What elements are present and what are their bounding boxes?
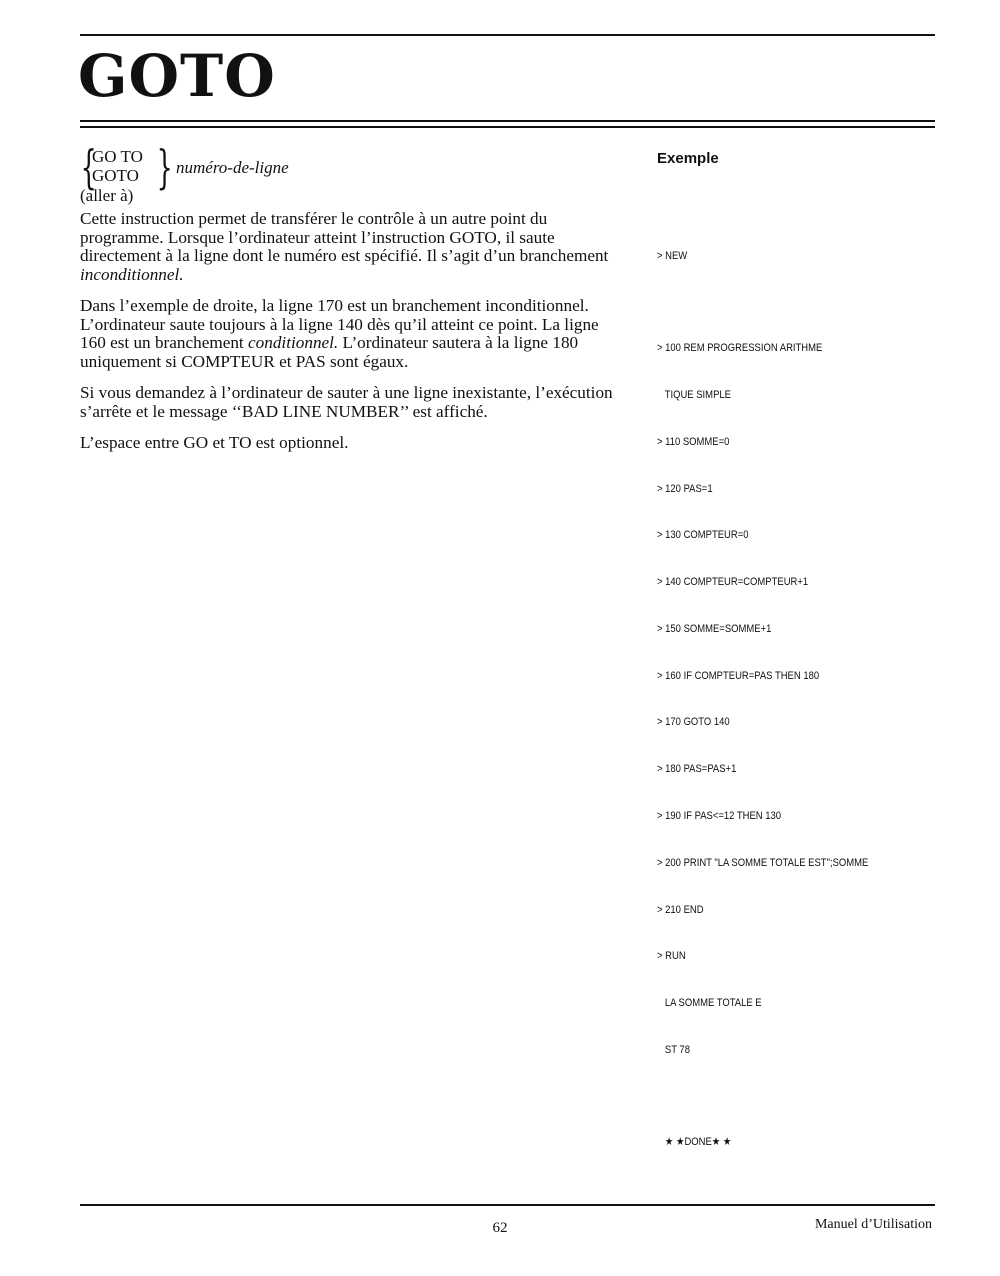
code-line: > 130 COMPTEUR=0 — [657, 529, 749, 542]
code-line: > 150 SOMME=SOMME+1 — [657, 622, 772, 635]
top-rule — [80, 34, 935, 36]
example-heading: Exemple — [657, 150, 719, 167]
code-line: TIQUE SIMPLE — [657, 388, 731, 401]
code-line: > 210 END — [657, 903, 704, 916]
code-line: > 200 PRINT "LA SOMME TOTALE EST";SOMME — [657, 856, 869, 869]
code-gap — [657, 1090, 896, 1104]
code-line: > NEW — [657, 250, 688, 263]
syntax-keyword-goto: GOTO — [92, 166, 139, 185]
manual-name: Manuel d’Utilisation — [814, 1217, 932, 1232]
page-number: 62 — [492, 1220, 508, 1236]
syntax-translation: (aller à) — [80, 186, 134, 205]
code-line: > 120 PAS=1 — [657, 482, 713, 495]
code-line: > 190 IF PAS<=12 THEN 130 — [657, 809, 782, 822]
code-line: > RUN — [657, 950, 686, 963]
code-line: > 110 SOMME=0 — [657, 435, 730, 448]
example-code — [657, 218, 896, 1182]
description — [80, 210, 625, 466]
title-rule-upper — [80, 120, 935, 122]
code-line: > 160 IF COMPTEUR=PAS THEN 180 — [657, 669, 820, 682]
syntax-block — [80, 140, 620, 194]
page-title: GOTO — [78, 42, 276, 110]
code-line: ★ ★DONE★ ★ — [657, 1135, 732, 1148]
code-gap — [657, 296, 896, 310]
paragraph: Dans l’exemple de droite, la ligne 170 est un branchement inconditionnel. L’ordinateur saute toujours à la ligne 140 dès qu’il atteint ce point. La ligne 160 est un branchement conditionnel. L’ordinateur sautera à la ligne 180 uniquement si COMPTEUR et PAS sont égaux. — [80, 296, 599, 371]
code-line: > 170 GOTO 140 — [657, 716, 730, 729]
code-line: > 180 PAS=PAS+1 — [657, 763, 737, 776]
syntax-argument: numéro-de-ligne — [176, 158, 289, 177]
code-line: LA SOMME TOTALE E — [657, 997, 762, 1010]
syntax-keyword-go-to: GO TO — [92, 147, 143, 166]
right-brace: } — [156, 140, 173, 194]
code-line: > 100 REM PROGRESSION ARITHME — [657, 342, 823, 355]
title-rule-lower — [80, 126, 935, 128]
paragraph: L’espace entre GO et TO est optionnel. — [80, 433, 349, 452]
left-brace: { — [80, 140, 97, 194]
paragraph: Si vous demandez à l’ordinateur de sauter à une ligne inexistante, l’exécution s’arrête et le message ‘‘BAD LINE NUMBER’’ est affiché. — [80, 383, 613, 421]
code-line: ST 78 — [657, 1043, 690, 1056]
code-line: > 140 COMPTEUR=COMPTEUR+1 — [657, 576, 809, 589]
footer-rule — [80, 1204, 935, 1206]
paragraph: Cette instruction permet de transférer le contrôle à un autre point du programme. Lorsque l’ordinateur atteint l’instruction GOTO, il saute directement à la ligne dont le numéro est spécifié. Il s’agit d’un branchement inconditionnel. — [80, 209, 609, 284]
